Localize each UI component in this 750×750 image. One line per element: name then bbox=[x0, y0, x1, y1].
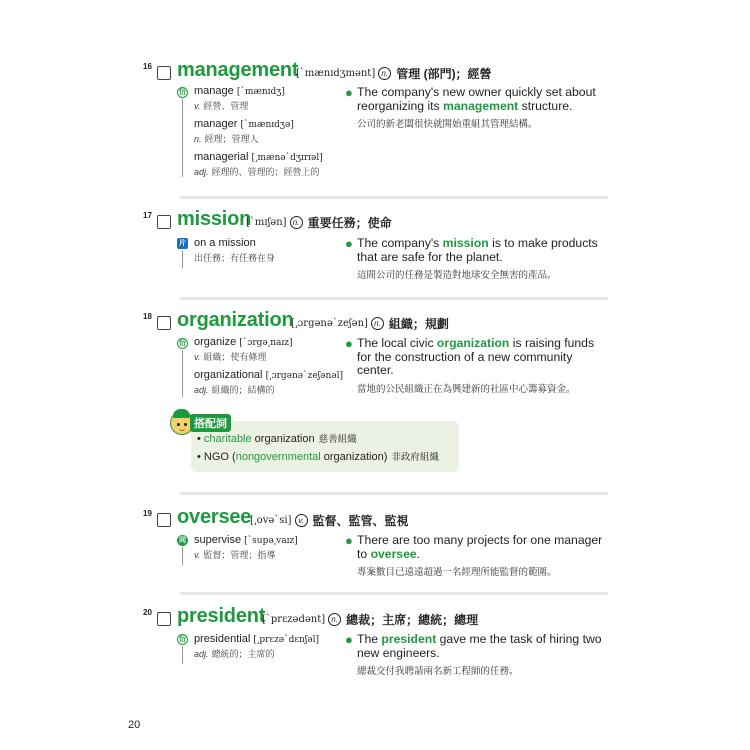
derivative-item: presidential [͵prɛzəˋdɛnʃəl] adj. 總統的；主席的 bbox=[194, 633, 320, 659]
synonym-icon: 同 bbox=[179, 537, 186, 544]
headword: oversee bbox=[177, 506, 252, 528]
headword-meaning: 管理 (部門)；經營 bbox=[396, 67, 492, 81]
pos-badge: n. bbox=[371, 317, 384, 330]
divider bbox=[180, 196, 608, 199]
study-checkbox[interactable] bbox=[157, 513, 171, 527]
headword-meaning: 監督、監管、監視 bbox=[312, 514, 409, 528]
headword-ipa: [͵ovəˋsi] bbox=[250, 515, 292, 526]
entry-number: 18 bbox=[143, 312, 152, 321]
divider bbox=[180, 592, 608, 595]
derivative-item: supervise [ˋsupə͵vaɪz] v. 監督；管理；指導 bbox=[194, 534, 298, 560]
study-checkbox[interactable] bbox=[157, 316, 171, 330]
derivative-item: managerial [͵mænəˋdʒɪrɪəl] adj. 經理的、管理的；經營上的 bbox=[194, 151, 323, 177]
entry-number: 19 bbox=[143, 509, 152, 518]
example-translation: 公司的新老闆很快就開始重組其管理結構。 bbox=[357, 119, 538, 130]
example-sentence: ● There are too many projects for one manager to oversee. 專案數目已遠遠超過一名經理所能監督的範圍。 bbox=[345, 534, 605, 578]
phrase-icon: 片 bbox=[179, 240, 186, 247]
example-translation: 這間公司的任務是製造對地球安全無害的產品。 bbox=[357, 270, 557, 281]
derivative-icon: 衍 bbox=[179, 89, 186, 96]
headword: president bbox=[177, 605, 266, 627]
pos-badge: n. bbox=[290, 216, 303, 229]
study-checkbox[interactable] bbox=[157, 66, 171, 80]
derivative-line bbox=[182, 250, 183, 268]
headword-ipa: [ˋprɛzədənt] bbox=[262, 614, 326, 625]
headword: management bbox=[177, 59, 299, 81]
derivative-item: manager [ˋmænɪdʒə] n. 經理；管理人 bbox=[194, 118, 294, 144]
collocation-item: • NGO (nongovernmental organization) 非政府組織 bbox=[197, 451, 439, 463]
entry-number: 20 bbox=[143, 608, 152, 617]
headword-meaning: 重要任務；使命 bbox=[307, 216, 392, 230]
derivative-line bbox=[182, 99, 183, 177]
collocation-box bbox=[191, 421, 459, 472]
derivative-item: organizational [͵ɔrgənəˋzeʃənəl] adj. 組織的；結構的 bbox=[194, 369, 343, 395]
page-number: 20 bbox=[128, 719, 141, 731]
study-checkbox[interactable] bbox=[157, 215, 171, 229]
derivative-item: on a mission 出任務；有任務在身 bbox=[194, 237, 276, 263]
derivative-line bbox=[182, 547, 183, 565]
study-checkbox[interactable] bbox=[157, 612, 171, 626]
example-translation: 當地的公民組織正在為興建新的社區中心籌募資金。 bbox=[357, 383, 576, 395]
derivative-line bbox=[182, 646, 183, 664]
example-sentence: ● The company's mission is to make products that are safe for the planet. 這間公司的任務是製造對地球安全無害的產品。 bbox=[345, 237, 605, 281]
headword: mission bbox=[177, 208, 252, 230]
divider bbox=[180, 492, 608, 495]
derivative-item: organize [ˋɔrgə͵naɪz] v. 組織；使有條理 bbox=[194, 336, 293, 362]
divider bbox=[180, 297, 608, 300]
headword: organization bbox=[177, 309, 294, 331]
headword-ipa: [͵ɔrgənəˋzeʃən] bbox=[291, 318, 368, 329]
headword-ipa: [ˋmɪʃən] bbox=[246, 217, 287, 228]
headword-meaning: 總裁；主席；總統；總理 bbox=[346, 613, 479, 627]
collocation-label: 搭配詞 bbox=[190, 414, 231, 432]
headword-meaning: 組織；規劃 bbox=[388, 317, 449, 331]
example-sentence: ● The company's new owner quickly set about reorganizing its management structure. 公司的新老闆很快就開始重組其管理結構。 bbox=[345, 86, 605, 130]
pos-badge: n. bbox=[328, 613, 341, 626]
entry-number: 17 bbox=[143, 211, 152, 220]
derivative-item: manage [ˋmænɪdʒ] v. 經營、管理 bbox=[194, 85, 285, 111]
pos-badge: v. bbox=[295, 514, 308, 527]
derivative-icon: 衍 bbox=[179, 636, 186, 643]
example-sentence: ● The president gave me the task of hiring two new engineers. 總裁交付我聘請兩名新工程師的任務。 bbox=[345, 633, 605, 677]
example-translation: 總裁交付我聘請兩名新工程師的任務。 bbox=[357, 666, 519, 677]
example-translation: 專案數目已遠遠超過一名經理所能監督的範圍。 bbox=[357, 567, 557, 578]
derivative-line bbox=[182, 350, 183, 397]
pos-badge: n. bbox=[378, 67, 391, 80]
headword-ipa: [ˋmænɪdʒmənt] bbox=[296, 68, 376, 79]
collocation-item: • charitable organization 慈善組織 bbox=[197, 433, 357, 445]
entry-number: 16 bbox=[143, 62, 152, 71]
example-sentence: ● The local civic organization is raising funds for the construction of a new community center. 當地的公民組織正在為興建新的社區中心籌募資金。 bbox=[345, 337, 605, 395]
derivative-icon: 衍 bbox=[179, 340, 186, 347]
